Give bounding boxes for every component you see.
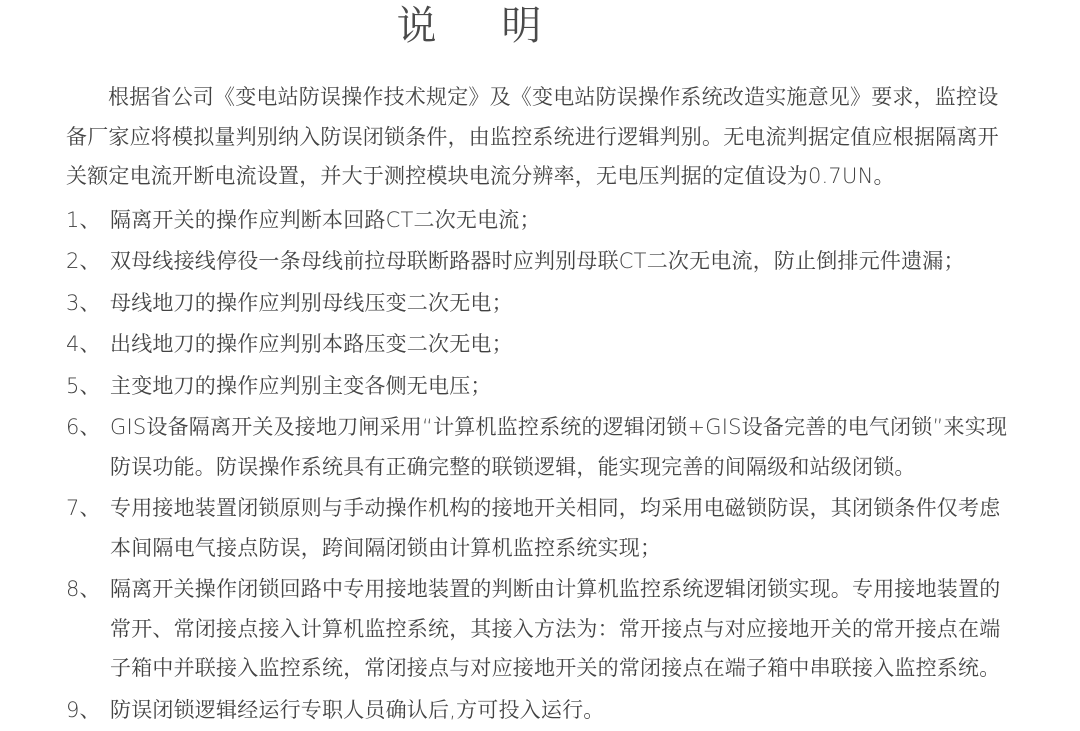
item-text: 母线地刀的操作应判别母线压变二次无电； xyxy=(110,290,513,315)
item-number: 9、 xyxy=(66,697,101,722)
list-item-9 xyxy=(66,691,1014,731)
intro-paragraph: 根据省公司《变电站防误操作技术规定》及《变电站防误操作系统改造实施意见》要求，监控设备厂家应将模拟量判别纳入防误闭锁条件，由监控系统进行逻辑判别。无电流判据定值应根据隔离开关额定电流开断电流设置，并大于测控模块电流分辨率，无电压判据的定值设为0.7UN。 xyxy=(66,85,999,188)
item-number: 6、 xyxy=(66,415,101,439)
item-number: 8、 xyxy=(66,577,101,601)
item-number: 2、 xyxy=(66,249,101,273)
page-title: 说 明 xyxy=(396,3,568,49)
notes-list xyxy=(66,201,1014,731)
list-item-8 xyxy=(66,570,1014,689)
item-text: 出线地刀的操作应判别本路压变二次无电； xyxy=(110,332,513,356)
item-number: 7、 xyxy=(66,496,101,520)
item-number: 5、 xyxy=(66,373,101,398)
item-number: 3、 xyxy=(66,290,101,315)
list-item-4 xyxy=(66,325,1014,365)
list-item-1 xyxy=(66,201,1014,241)
item-text: 隔离开关的操作应判断本回路CT二次无电流； xyxy=(110,207,541,232)
list-item-5 xyxy=(66,367,1014,407)
item-number: 1、 xyxy=(66,207,101,232)
item-text: 主变地刀的操作应判别主变各侧无电压； xyxy=(110,373,492,398)
item-text: GIS设备隔离开关及接地刀闸采用“计算机监控系统的逻辑闭锁+GIS设备完善的电气闭锁”来实现防误功能。防误操作系统具有正确完整的联锁逻辑，能实现完善的间隔级和站级闭锁。 xyxy=(110,415,1008,479)
list-item-7 xyxy=(66,489,1014,568)
item-text: 隔离开关操作闭锁回路中专用接地装置的判断由计算机监控系统逻辑闭锁实现。专用接地装置的常开、常闭接点接入计算机监控系统，其接入方法为：常开接点与对应接地开关的常开接点在端子箱中并联接入监控系统，常闭接点与对应接地开关的常闭接点在端子箱中串联接入监控系统。 xyxy=(110,577,1001,680)
item-text: 防误闭锁逻辑经运行专职人员确认后,方可投入运行。 xyxy=(110,697,605,722)
list-item-3 xyxy=(66,284,1014,324)
item-text: 专用接地装置闭锁原则与手动操作机构的接地开关相同，均采用电磁锁防误，其闭锁条件仅考虑本间隔电气接点防误，跨间隔闭锁由计算机监控系统实现； xyxy=(110,496,1001,560)
list-item-6 xyxy=(66,408,1014,487)
item-text: 双母线接线停役一条母线前拉母联断路器时应判别母联CT二次无电流，防止倒排元件遗漏； xyxy=(110,249,965,273)
item-number: 4、 xyxy=(66,332,101,356)
list-item-2 xyxy=(66,242,1014,282)
